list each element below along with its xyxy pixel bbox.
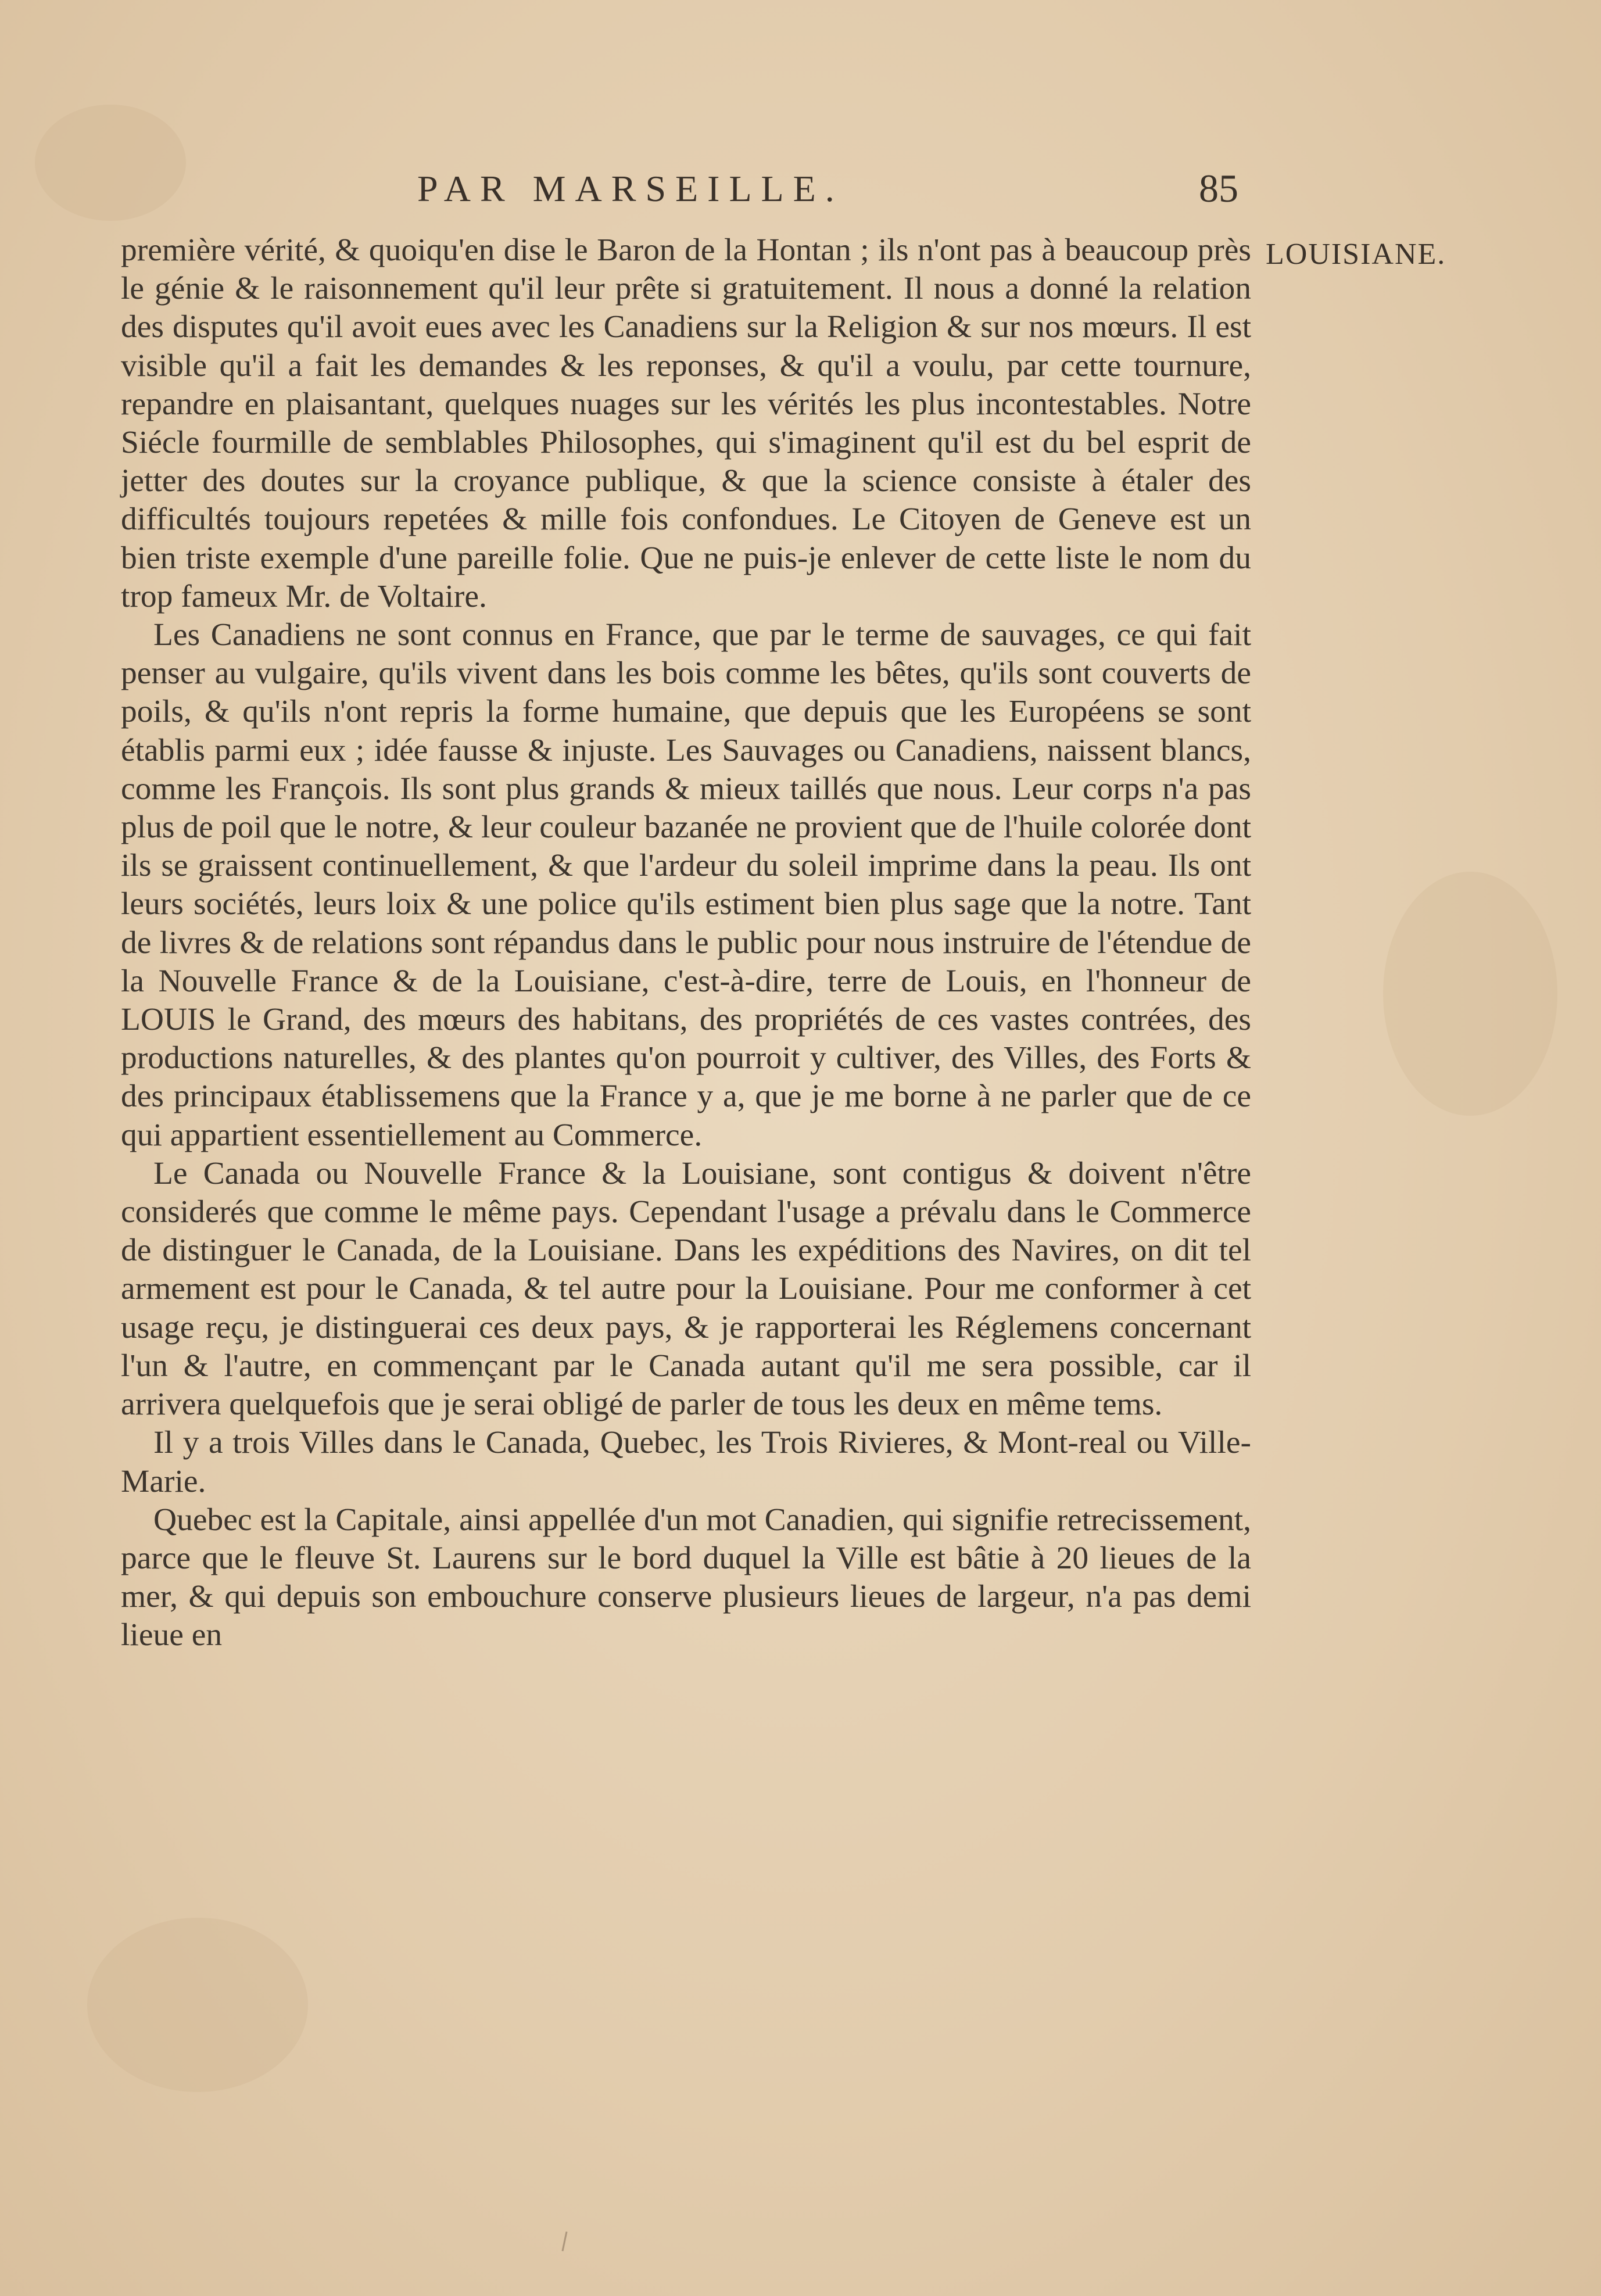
paragraph: Le Canada ou Nouvelle France & la Louisiane, sont contigus & doivent n'être considerés que comme le même pays. Cependant l'usage a prévalu dans le Commerce de distinguer le Canada, de la Louisiane. Dans les expéditions des Navires, on dit tel armement est pour le Canada, & tel autre pour la Louisiane. Pour me conformer à cet usage reçu, je distinguerai ces deux pays, & je rapporterai les Réglemens concernant l'un & l'autre, en commençant par le Canada autant qu'il me sera possible, car il arrivera quelquefois que je serai obligé de parler de tous les deux en même tems. (121, 1155, 1251, 1423)
paragraph: première vérité, & quoiqu'en dise le Baron de la Hontan ; ils n'ont pas à beaucoup près le génie & le raisonnement qu'il leur prête si gratuitement. Il nous a donné la relation des disputes qu'il avoit eues avec les Canadiens sur la Religion & sur nos mœurs. Il est visible qu'il a fait les demandes & les reponses, & qu'il a voulu, par cette tournure, repandre en plaisantant, quelques nuages sur les vérités les plus incontestables. Notre Siécle fourmille de semblables Philosophes, qui s'imaginent qu'il est du bel esprit de jetter des doutes sur la croyance publique, & que la science consiste à étaler des difficultés toujours repetées & mille fois confondues. Le Citoyen de Geneve est un bien triste exemple d'une pareille folie. Que ne puis-je enlever de cette liste le nom du trop fameux Mr. de Voltaire. (121, 232, 1251, 614)
body-text (121, 231, 1251, 1655)
paper-stain (1383, 872, 1557, 1116)
margin-note: LOUISIANE. (1266, 238, 1446, 271)
paragraph: Les Canadiens ne sont connus en France, que par le terme de sauvages, ce qui fait penser au vulgaire, qu'ils vivent dans les bois comme les bêtes, qu'ils sont couverts de poils, & qu'ils n'ont repris la forme humaine, que depuis que les Européens se sont établis parmi eux ; idée fausse & injuste. Les Sauvages ou Canadiens, naissent blancs, comme les François. Ils sont plus grands & mieux taillés que nous. Leur corps n'a pas plus de poil que le notre, & leur couleur bazanée ne provient que de l'huile colorée dont ils se graissent continuellement, & que l'ardeur du soleil imprime dans la peau. Ils ont leurs sociétés, leurs loix & une police qu'ils estiment bien plus sage que la notre. Tant de livres & de relations sont répandus dans le public pour nous instruire de l'étendue de la Nouvelle France & de la Louisiane, c'est-à-dire, terre de Louis, en l'honneur de LOUIS le Grand, des mœurs des habitans, des propriétés de ces vastes contrées, des productions naturelles, & des plantes qu'on pourroit y cultiver, des Villes, des Forts & des principaux établissemens que la France y a, que je me borne à ne parler que de ce qui appartient essentiellement au Commerce. (121, 617, 1251, 1153)
page-number: 85 (1199, 166, 1238, 210)
ink-mark (561, 2231, 567, 2251)
paragraph: Quebec est la Capitale, ainsi appellée d'un mot Canadien, qui signifie retrecissement, parce que le fleuve St. Laurens sur le bord duquel la Ville est bâtie à 20 lieues de la mer, & qui depuis son embouchure conserve plusieurs lieues de largeur, n'a pas demi lieue en (121, 1502, 1251, 1653)
paragraph: Il y a trois Villes dans le Canada, Quebec, les Trois Rivieres, & Mont-real ou Ville-Marie. (121, 1425, 1251, 1499)
paper-stain (35, 105, 186, 221)
running-header: PAR MARSEILLE. (417, 168, 844, 209)
paper-stain (87, 1918, 308, 2092)
